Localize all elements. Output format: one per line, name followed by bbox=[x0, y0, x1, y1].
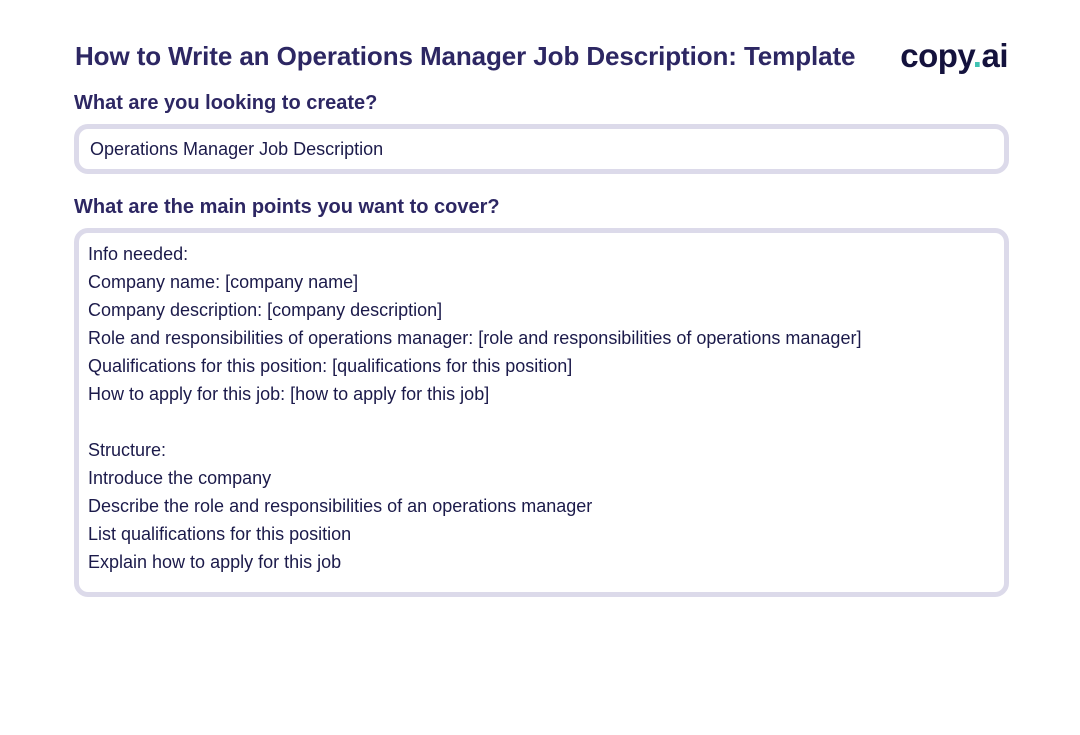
create-input-value: Operations Manager Job Description bbox=[90, 138, 384, 159]
create-label: What are you looking to create? bbox=[74, 92, 378, 114]
points-label: What are the main points you want to cover? bbox=[74, 196, 500, 218]
page-title: How to Write an Operations Manager Job Description: Template bbox=[75, 40, 856, 71]
textarea-line: Company name: [company name] bbox=[88, 272, 359, 292]
textarea-line: Describe the role and responsibilities of an operations manager bbox=[88, 496, 593, 516]
textarea-line: How to apply for this job: [how to apply for this job] bbox=[88, 384, 490, 404]
copy-ai-logo bbox=[900, 37, 1008, 75]
logo-text-suffix: ai bbox=[981, 37, 1008, 74]
textarea-line: Structure: bbox=[88, 440, 167, 460]
header bbox=[75, 36, 1010, 76]
logo-dot: . bbox=[972, 37, 982, 74]
textarea-line: Explain how to apply for this job bbox=[88, 552, 342, 572]
textarea-line: Qualifications for this position: [qualifications for this position] bbox=[88, 356, 573, 376]
textarea-line-blank bbox=[88, 408, 1004, 436]
textarea-line: Company description: [company description] bbox=[88, 300, 443, 320]
textarea-line: Info needed: bbox=[88, 244, 189, 264]
points-textarea[interactable] bbox=[74, 228, 1009, 597]
textarea-line: List qualifications for this position bbox=[88, 524, 352, 544]
create-input[interactable] bbox=[74, 124, 1009, 174]
textarea-line: Role and responsibilities of operations manager: [role and responsibilities of operations manager] bbox=[88, 328, 862, 348]
logo-text-main: copy bbox=[900, 37, 973, 74]
textarea-line: Introduce the company bbox=[88, 468, 272, 488]
